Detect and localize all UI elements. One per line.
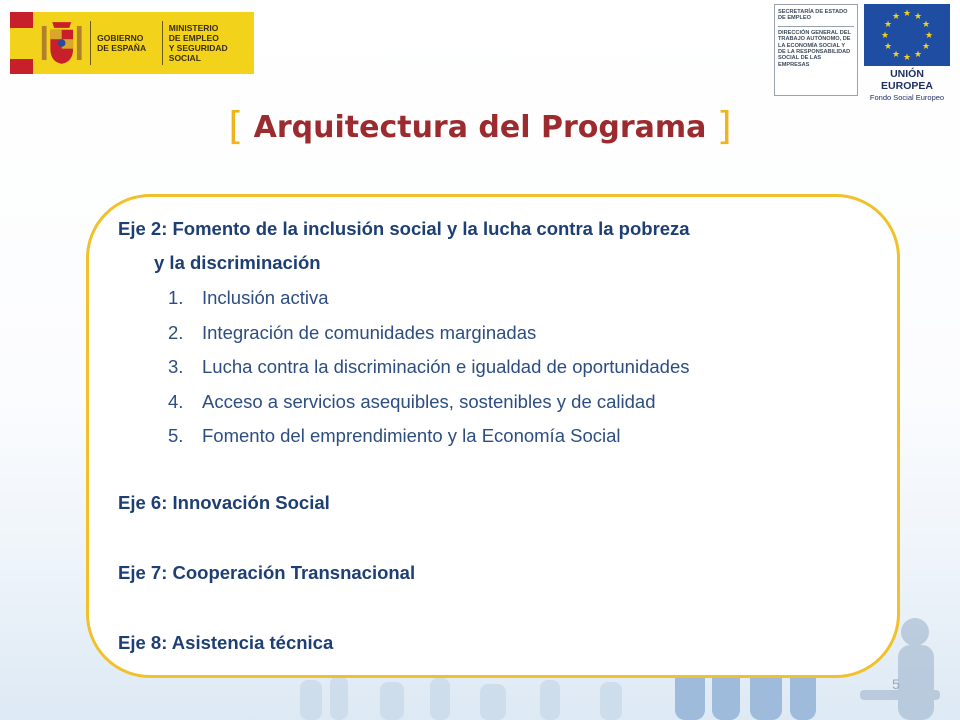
svg-text:★: ★ bbox=[891, 12, 901, 22]
slide-title-text: Arquitectura del Programa bbox=[253, 110, 707, 145]
gobierno-espana-logo bbox=[10, 12, 254, 74]
union-europea-logo bbox=[864, 4, 950, 102]
list-item: 2. Integración de comunidades marginadas bbox=[168, 321, 537, 343]
ministerio-text: MINISTERIO DE EMPLEO Y SEGURIDAD SOCIAL bbox=[168, 23, 228, 63]
svg-text:★: ★ bbox=[913, 50, 923, 60]
svg-text:★: ★ bbox=[921, 20, 931, 30]
slide-title bbox=[0, 104, 960, 148]
axis-6-heading: Eje 6: Innovación Social bbox=[118, 492, 330, 513]
svg-text:★: ★ bbox=[913, 12, 923, 22]
eu-title: UNIÓN EUROPEA bbox=[881, 68, 933, 92]
svg-text:★: ★ bbox=[880, 31, 890, 41]
coat-of-arms-icon bbox=[39, 17, 84, 69]
list-item: 5. Fomento del emprendimiento y la Economía Social bbox=[168, 425, 621, 447]
logo-separator bbox=[162, 21, 163, 65]
secretaria-estado-logo: SECRETARÍA DE ESTADO DE EMPLEO DIRECCIÓN GENERAL DEL TRABAJO AUTÓNOMO, DE LA ECONOMÍA SOCIAL Y DE LA RESPONSABILIDAD SOCIAL DE LAS EMPRESAS bbox=[774, 4, 858, 96]
gobierno-text: GOBIERNO DE ESPAÑA bbox=[97, 33, 147, 53]
title-bracket-close: ] bbox=[716, 104, 732, 148]
logo-separator bbox=[90, 21, 91, 65]
page-number: 5 bbox=[892, 676, 900, 692]
axis-2-line-1: Eje 2: Fomento de la inclusión social y la lucha contra la pobreza bbox=[118, 218, 690, 239]
axis-2-line-2: y la discriminación bbox=[154, 252, 321, 273]
svg-text:★: ★ bbox=[924, 31, 934, 41]
axis-7-heading: Eje 7: Cooperación Transnacional bbox=[118, 562, 416, 583]
svg-text:★: ★ bbox=[883, 20, 893, 30]
svg-text:★: ★ bbox=[891, 50, 901, 60]
axis-8-heading: Eje 8: Asistencia técnica bbox=[118, 632, 334, 653]
svg-text:★: ★ bbox=[902, 9, 912, 19]
spain-flag-icon bbox=[10, 12, 33, 74]
list-item: 1. Inclusión activa bbox=[168, 287, 329, 308]
svg-text:★: ★ bbox=[921, 42, 931, 52]
axis-2-items-list bbox=[168, 281, 690, 454]
svg-text:★: ★ bbox=[902, 53, 912, 63]
list-item: 3. Lucha contra la discriminación e igualdad de oportunidades bbox=[168, 356, 690, 378]
title-bracket-open: [ bbox=[228, 104, 244, 148]
svg-text:★: ★ bbox=[883, 42, 893, 52]
eu-subtitle: Fondo Social Europeo bbox=[869, 93, 945, 102]
list-item: 4. Acceso a servicios asequibles, sostenibles y de calidad bbox=[168, 390, 656, 412]
eu-flag-icon bbox=[864, 4, 950, 66]
axis-2-heading bbox=[118, 212, 690, 280]
